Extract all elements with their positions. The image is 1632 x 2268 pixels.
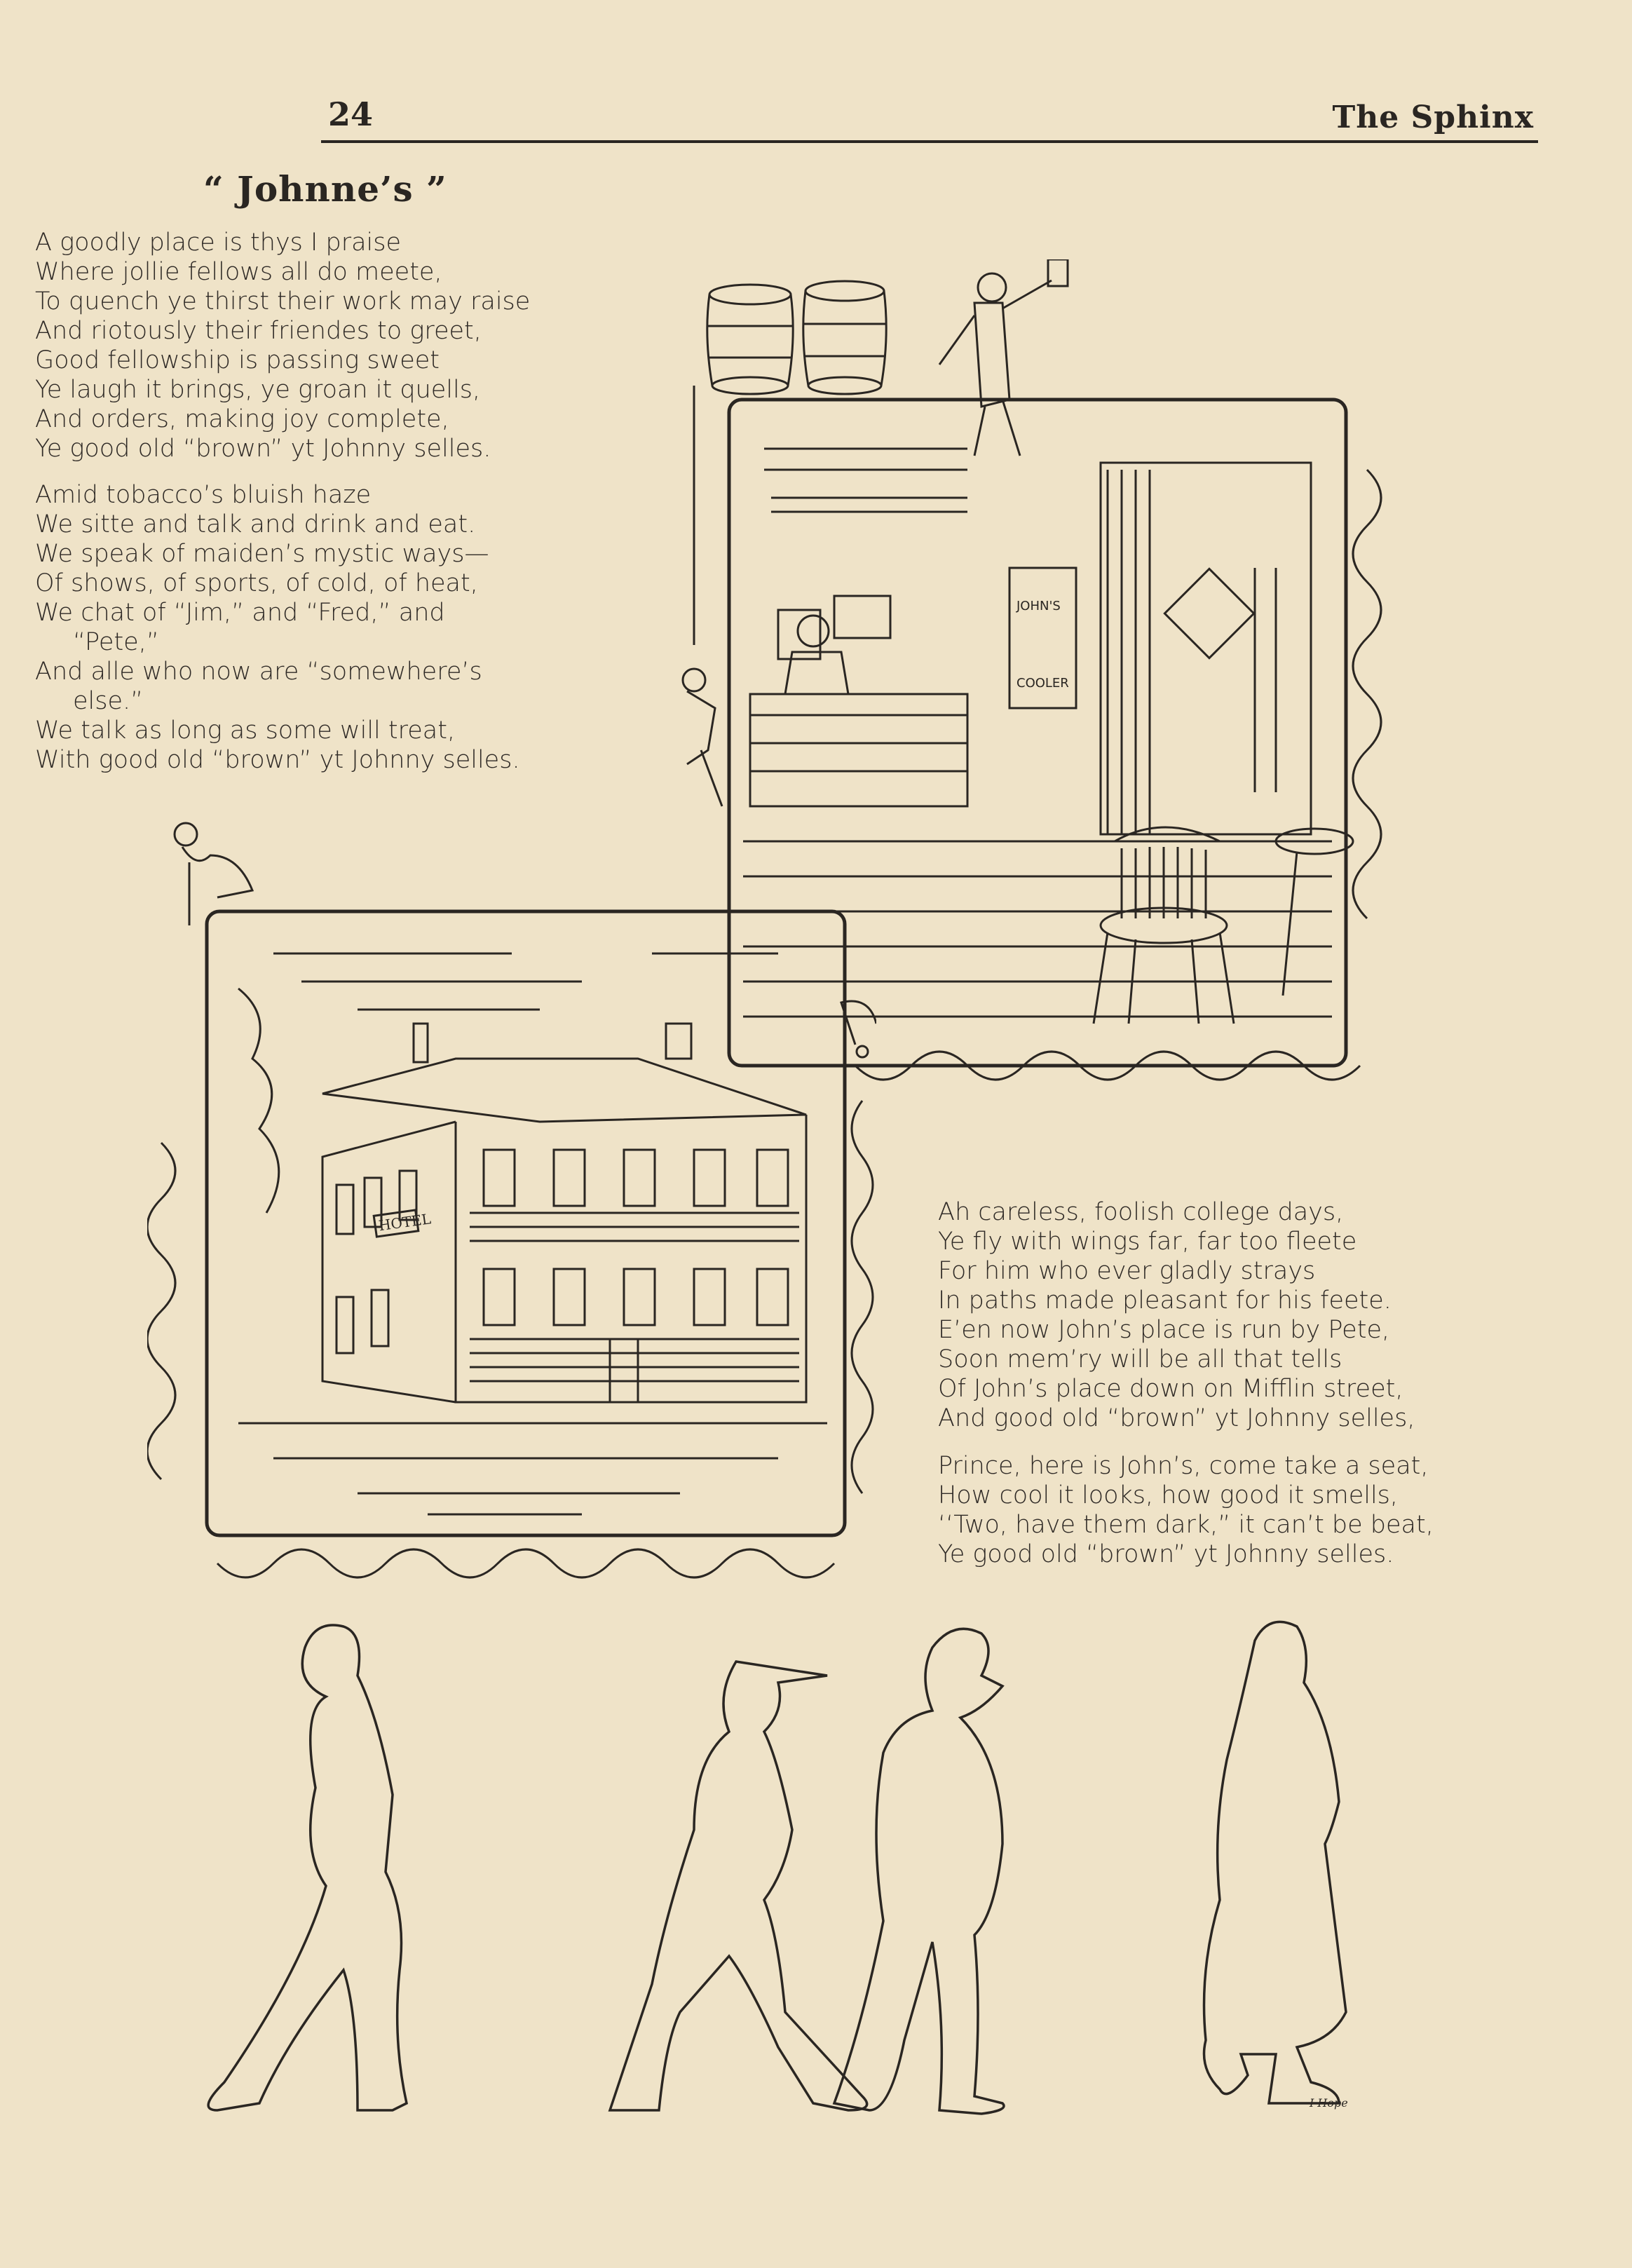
running-title: The Sphinx [1332, 100, 1534, 135]
barrel-icon [803, 281, 886, 394]
chair-icon [1094, 827, 1234, 1024]
cooler-sign-text: COOLER [1016, 676, 1069, 691]
poem-line: Amid tobacco’s bluish haze [35, 481, 372, 509]
hotel-exterior-illustration [147, 792, 876, 1605]
poem-line: Ah careless, foolish college days, [938, 1198, 1344, 1226]
poem-line: Ye laugh it brings, ye groan it quells, [35, 376, 481, 404]
poem-line: Of shows, of sports, of cold, of heat, [35, 569, 478, 597]
poem-line: Ye good old “brown” yt Johnny selles. [35, 435, 491, 463]
walking-figures-illustration [175, 1619, 1381, 2152]
poem-line: Of John’s place down on Mifflin street, [938, 1375, 1403, 1403]
barrel-icon [707, 285, 793, 394]
poem-line: And good old “brown” yt Johnny selles, [938, 1404, 1415, 1432]
poem-line: Good fellowship is passing sweet [35, 346, 440, 374]
stanza-3 [938, 1197, 1415, 1433]
poem-line: And alle who now are “somewhere’s [35, 658, 482, 686]
poem-line: And orders, making joy complete, [35, 405, 449, 433]
poem-line: Prince, here is John’s, come take a seat, [938, 1452, 1429, 1480]
poem-line: “Pete,” [73, 628, 159, 656]
poem-line: And riotously their friendes to greet, [35, 317, 482, 345]
johns-sign-text: JOHN'S [1016, 599, 1061, 613]
bowler-hat-man-silhouette [834, 1629, 1004, 2114]
bartender-figure [785, 616, 848, 694]
poem-line: We talk as long as some will treat, [35, 717, 456, 745]
stanza-4 [938, 1451, 1434, 1569]
poem-line: For him who ever gladly strays [938, 1257, 1316, 1285]
poem-line: We speak of maiden’s mystic ways— [35, 540, 489, 568]
hotel-sign-text: HOTEL [377, 1210, 433, 1235]
walking-man-silhouette [208, 1625, 407, 2110]
poem-line: E’en now John’s place is run by Pete, [938, 1316, 1390, 1344]
poem-line: Ye fly with wings far, far too fleete [938, 1228, 1357, 1256]
poem-line: A goodly place is thys I praise [35, 229, 402, 257]
poem-line: ‘‘Two, have them dark,” it can’t be beat, [938, 1511, 1434, 1539]
artist-signature: I Hope [1310, 2096, 1348, 2110]
stanza-1 [35, 228, 530, 463]
coat-man-silhouette [1204, 1622, 1347, 2103]
poem-line: In paths made pleasant for his feete. [938, 1286, 1392, 1315]
poem-line: How cool it looks, how good it smells, [938, 1481, 1399, 1509]
poem-line: With good old “brown” yt Johnny selles. [35, 746, 520, 774]
page-header [321, 91, 1538, 143]
poem-line: Ye good old “brown” yt Johnny selles. [938, 1540, 1394, 1568]
climbing-boy-figure [683, 386, 722, 806]
poem-line: We sitte and talk and drink and eat. [35, 510, 476, 538]
toasting-man-figure [939, 259, 1068, 456]
poem-line: Where jollie fellows all do meete, [35, 258, 442, 286]
poem-title: “ Johnne’s ” [203, 168, 447, 210]
poem-line: To quench ye thirst their work may raise [35, 287, 531, 315]
page-number: 24 [328, 95, 374, 133]
cap-man-silhouette [610, 1662, 867, 2110]
poem-line: else.” [73, 687, 144, 715]
stanza-2 [35, 480, 520, 775]
poem-line: Soon mem’ry will be all that tells [938, 1345, 1342, 1373]
poem-line: We chat of “Jim,” and “Fred,” and [35, 599, 445, 627]
